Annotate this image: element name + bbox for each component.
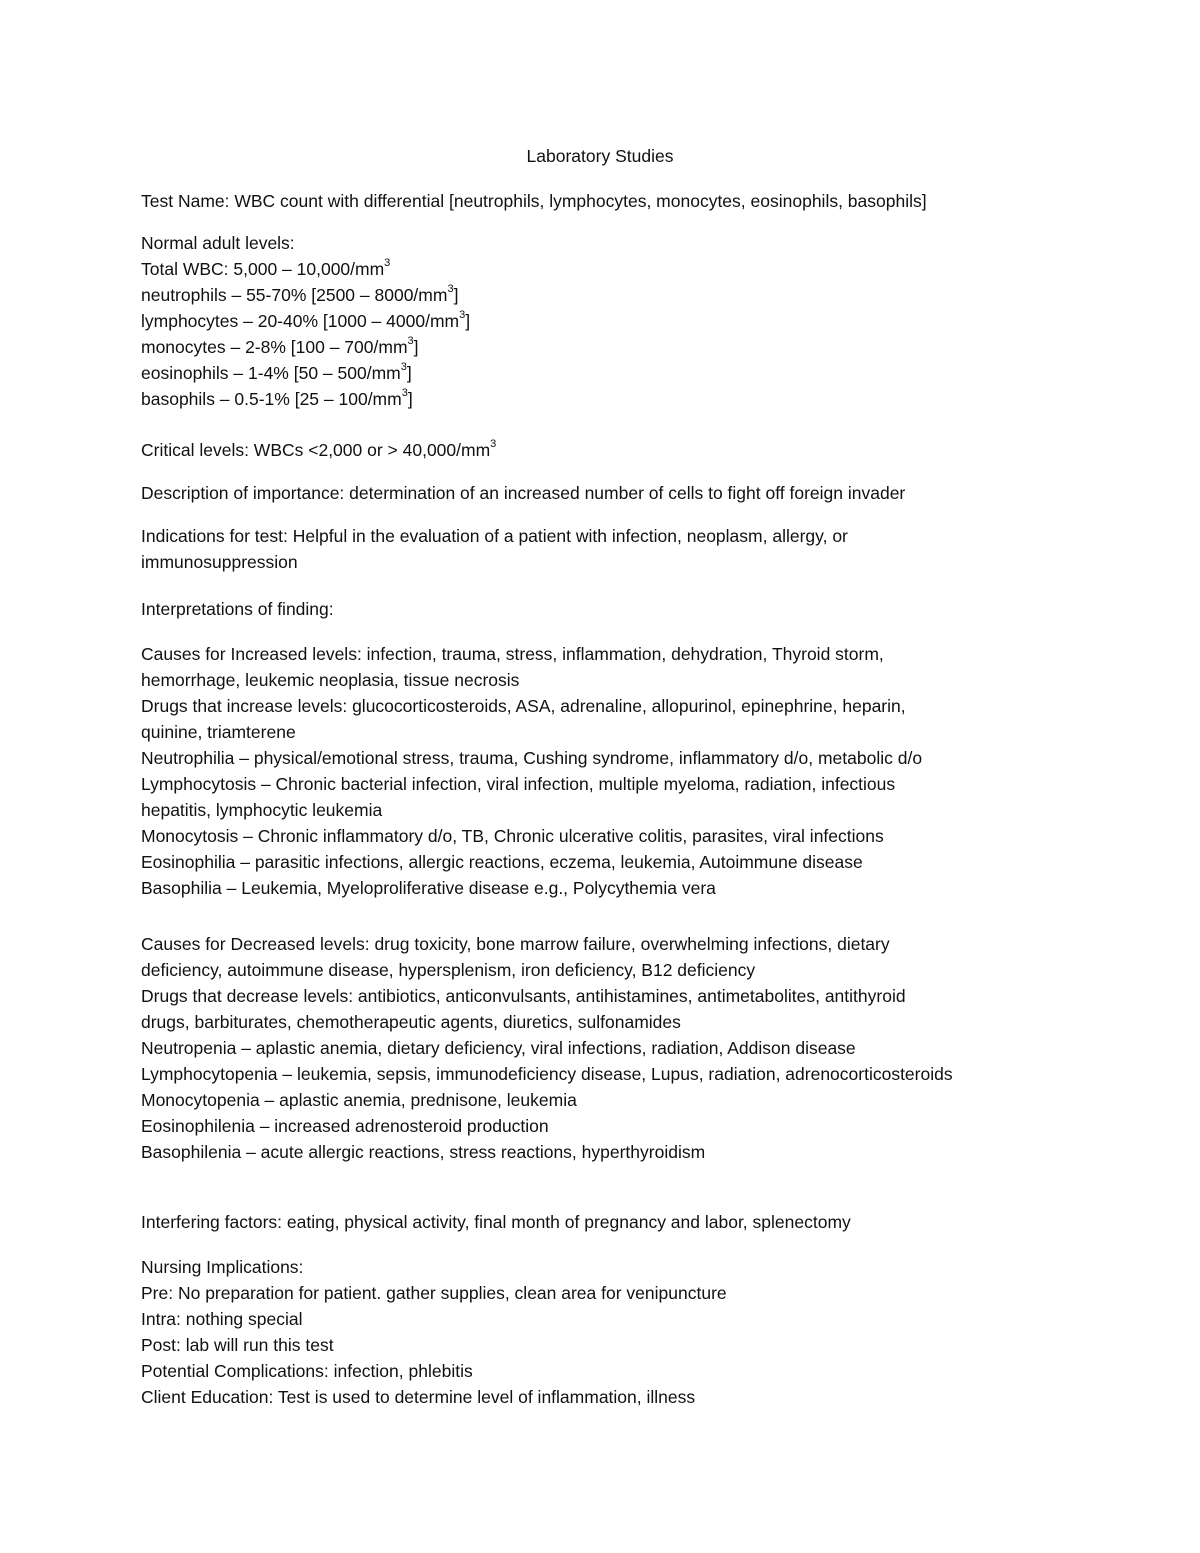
description-section bbox=[141, 480, 1081, 506]
normal-level-eosinophils bbox=[141, 360, 1081, 386]
decreased-line: drugs, barbiturates, chemotherapeutic agents, diuretics, sulfonamides bbox=[141, 1012, 681, 1032]
nursing-item: Post: lab will run this test bbox=[141, 1335, 334, 1355]
normal-level-suffix: ] bbox=[413, 337, 419, 357]
superscript: 3 bbox=[459, 309, 466, 322]
increased-line: quinine, triamterene bbox=[141, 722, 296, 742]
increased-line: Neutrophilia – physical/emotional stress, trauma, Cushing syndrome, inflammatory d/o, metabolic d/o bbox=[141, 748, 923, 768]
decreased-line: Neutropenia – aplastic anemia, dietary deficiency, viral infections, radiation, Addison disease bbox=[141, 1038, 856, 1058]
normal-level-suffix: ] bbox=[406, 363, 412, 383]
decreased-line: deficiency, autoimmune disease, hypersplenism, iron deficiency, B12 deficiency bbox=[141, 960, 756, 980]
interfering-factors-section bbox=[141, 1209, 1081, 1235]
document-title: Laboratory Studies bbox=[526, 146, 674, 166]
interpretations-section bbox=[141, 596, 1081, 622]
increased-line: Lymphocytosis – Chronic bacterial infection, viral infection, multiple myeloma, radiation, infectious bbox=[141, 774, 896, 794]
decreased-line: Basophilenia – acute allergic reactions, stress reactions, hyperthyroidism bbox=[141, 1142, 706, 1162]
superscript: 3 bbox=[407, 335, 414, 348]
superscript: 3 bbox=[401, 387, 408, 400]
normal-level-text: Total WBC: 5,000 – 10,000/mm bbox=[141, 259, 385, 279]
interpretations-heading: Interpretations of finding: bbox=[141, 599, 334, 619]
normal-level-lymphocytes bbox=[141, 308, 1081, 334]
decreased-levels-section bbox=[141, 931, 1081, 1165]
increased-line: Eosinophilia – parasitic infections, allergic reactions, eczema, leukemia, Autoimmune disease bbox=[141, 852, 863, 872]
nursing-implications-section bbox=[141, 1254, 1081, 1410]
indications-line: immunosuppression bbox=[141, 552, 298, 572]
normal-level-text: lymphocytes – 20-40% [1000 – 4000/mm bbox=[141, 311, 460, 331]
decreased-line: Causes for Decreased levels: drug toxicity, bone marrow failure, overwhelming infections, dietary bbox=[141, 934, 890, 954]
normal-level-neutrophils bbox=[141, 282, 1081, 308]
nursing-item: Intra: nothing special bbox=[141, 1309, 303, 1329]
decreased-line: Lymphocytopenia – leukemia, sepsis, immunodeficiency disease, Lupus, radiation, adrenocorticosteroids bbox=[141, 1064, 953, 1084]
decreased-line: Monocytopenia – aplastic anemia, prednisone, leukemia bbox=[141, 1090, 577, 1110]
increased-levels-section bbox=[141, 641, 1081, 901]
superscript: 3 bbox=[400, 361, 407, 374]
normal-level-suffix: ] bbox=[407, 389, 413, 409]
superscript: 3 bbox=[490, 438, 497, 451]
normal-levels-section bbox=[141, 230, 1081, 412]
decreased-line: Drugs that decrease levels: antibiotics, anticonvulsants, antihistamines, antimetabolites, antithyroid bbox=[141, 986, 906, 1006]
test-name-section bbox=[141, 188, 1081, 214]
normal-levels-heading: Normal adult levels: bbox=[141, 233, 295, 253]
increased-line: Monocytosis – Chronic inflammatory d/o, TB, Chronic ulcerative colitis, parasites, viral infections bbox=[141, 826, 884, 846]
critical-levels bbox=[141, 437, 1081, 463]
normal-level-suffix: ] bbox=[465, 311, 471, 331]
indications-line: Indications for test: Helpful in the evaluation of a patient with infection, neoplasm, allergy, or bbox=[141, 526, 848, 546]
superscript: 3 bbox=[447, 283, 454, 296]
interfering-factors: Interfering factors: eating, physical activity, final month of pregnancy and labor, splenectomy bbox=[141, 1212, 851, 1232]
increased-line: hemorrhage, leukemic neoplasia, tissue necrosis bbox=[141, 670, 520, 690]
indications-section bbox=[141, 523, 1081, 575]
normal-level-basophils bbox=[141, 386, 1081, 412]
normal-level-suffix: ] bbox=[453, 285, 459, 305]
normal-level-text: monocytes – 2-8% [100 – 700/mm bbox=[141, 337, 408, 357]
nursing-item: Client Education: Test is used to determine level of inflammation, illness bbox=[141, 1387, 696, 1407]
normal-level-text: eosinophils – 1-4% [50 – 500/mm bbox=[141, 363, 401, 383]
nursing-item: Pre: No preparation for patient. gather supplies, clean area for venipuncture bbox=[141, 1283, 727, 1303]
critical-levels-text: Critical levels: WBCs <2,000 or > 40,000/mm bbox=[141, 440, 491, 460]
increased-line: Basophilia – Leukemia, Myeloproliferative disease e.g., Polycythemia vera bbox=[141, 878, 716, 898]
normal-level-text: basophils – 0.5-1% [25 – 100/mm bbox=[141, 389, 402, 409]
test-name: Test Name: WBC count with differential [neutrophils, lymphocytes, monocytes, eosinophils, basophils] bbox=[141, 191, 927, 211]
increased-line: Drugs that increase levels: glucocorticosteroids, ASA, adrenaline, allopurinol, epinephrine, heparin, bbox=[141, 696, 906, 716]
normal-level-monocytes bbox=[141, 334, 1081, 360]
nursing-item: Potential Complications: infection, phlebitis bbox=[141, 1361, 473, 1381]
superscript: 3 bbox=[384, 257, 391, 270]
normal-level-text: neutrophils – 55-70% [2500 – 8000/mm bbox=[141, 285, 448, 305]
critical-levels-section bbox=[141, 437, 1081, 463]
increased-line: hepatitis, lymphocytic leukemia bbox=[141, 800, 383, 820]
normal-level-total-wbc bbox=[141, 256, 1081, 282]
nursing-heading: Nursing Implications: bbox=[141, 1257, 304, 1277]
decreased-line: Eosinophilenia – increased adrenosteroid production bbox=[141, 1116, 549, 1136]
increased-line: Causes for Increased levels: infection, trauma, stress, inflammation, dehydration, Thyroid storm, bbox=[141, 644, 884, 664]
description-of-importance: Description of importance: determination of an increased number of cells to fight off foreign invader bbox=[141, 483, 906, 503]
